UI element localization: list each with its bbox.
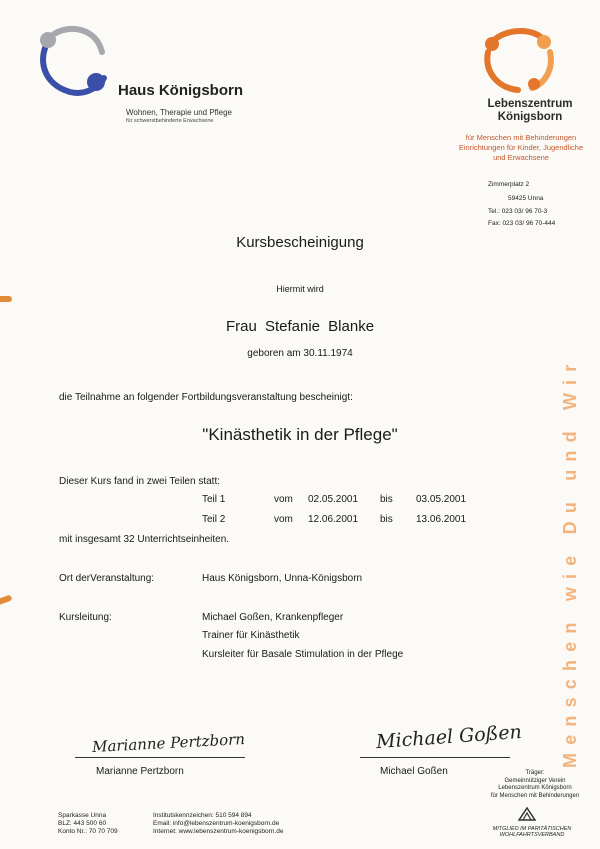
part-to-date: 13.06.2001	[416, 514, 467, 525]
part-to-word: bis	[380, 494, 393, 505]
address-fax: Fax: 023 03/ 96 70-444	[488, 220, 556, 227]
lead-line: Kursleiter für Basale Stimulation in der Pflege	[202, 649, 404, 660]
signature-left: Marianne Pertzborn	[91, 730, 246, 756]
part-label: Teil 2	[202, 514, 226, 525]
paritaetischer-icon	[518, 806, 536, 822]
paritaetischer-membership: MITGLIED IM PARITÄTISCHEN WOHLFAHRTSVERBAND	[492, 826, 572, 838]
birth-date: geboren am 30.11.1974	[247, 348, 353, 359]
person-name: Frau Stefanie Blanke	[225, 318, 375, 335]
lebenszentrum-name: Lebenszentrum Königsborn	[487, 98, 573, 123]
units-text: mit insgesamt 32 Unterrichtseinheiten.	[59, 534, 230, 545]
vertical-slogan: Menschen wie Du und Wir	[560, 356, 580, 768]
lead-line: Trainer für Kinästhetik	[202, 630, 300, 641]
parts-intro: Dieser Kurs fand in zwei Teilen statt:	[59, 476, 221, 487]
course-title: "Kinästhetik in der Pflege"	[202, 425, 398, 444]
part-to-date: 03.05.2001	[416, 494, 467, 505]
address-street: Zimmerplatz 2	[488, 181, 530, 188]
bank-details: Sparkasse Unna BLZ: 443 500 60 Konto Nr.: 70 70 709	[58, 812, 118, 835]
lebenszentrum-logo	[478, 22, 560, 96]
haus-koenigsborn-logo	[34, 22, 112, 100]
edge-decoration	[0, 296, 12, 302]
part-label: Teil 1	[202, 494, 226, 505]
lead-line: Michael Goßen, Krankenpfleger	[202, 612, 344, 623]
signer-right-name: Michael Goßen	[380, 766, 448, 777]
signature-right: Michael Goßen	[375, 720, 523, 754]
traeger-block: Träger: Gemeinnütziger Verein Lebenszentrum Königsborn für Menschen mit Behinderungen	[490, 770, 580, 799]
hiermit-text: Hiermit wird	[276, 284, 324, 294]
part-to-word: bis	[380, 514, 393, 525]
signature-line-right	[360, 757, 510, 758]
signature-line-left	[75, 757, 245, 758]
venue-label: Ort derVeranstaltung:	[59, 573, 155, 584]
lebenszentrum-subtitle: für Menschen mit Behinderungen Einrichtungen für Kinder, Jugendliche und Erwachsene	[458, 133, 584, 162]
part-from-word: vom	[274, 494, 293, 505]
haus-koenigsborn-tagline: Wohnen, Therapie und Pflege	[126, 108, 233, 117]
lead-label: Kursleitung:	[59, 612, 112, 623]
address-city: 59425 Unna	[508, 195, 544, 202]
haus-koenigsborn-name: Haus Königsborn	[118, 82, 244, 99]
intro-text: die Teilnahme an folgender Fortbildungsveranstaltung bescheinigt:	[59, 392, 353, 403]
part-from-word: vom	[274, 514, 293, 525]
signer-left-name: Marianne Pertzborn	[96, 766, 184, 777]
edge-decoration	[0, 594, 13, 605]
haus-koenigsborn-tagline-2: für schwerstbehinderte Erwachsene	[126, 118, 214, 124]
venue-value: Haus Königsborn, Unna-Königsborn	[202, 573, 363, 584]
document-title: Kursbescheinigung	[236, 234, 364, 251]
part-from-date: 02.05.2001	[308, 494, 359, 505]
part-from-date: 12.06.2001	[308, 514, 359, 525]
address-tel: Tel.: 023 03/ 96 70-3	[488, 208, 548, 215]
institution-details: Institutskennzeichen: 510 594 894 Email: info@lebenszentrum-koenigsborn.de Internet: www.lebenszentrum-koenigsborn.de	[153, 812, 284, 835]
